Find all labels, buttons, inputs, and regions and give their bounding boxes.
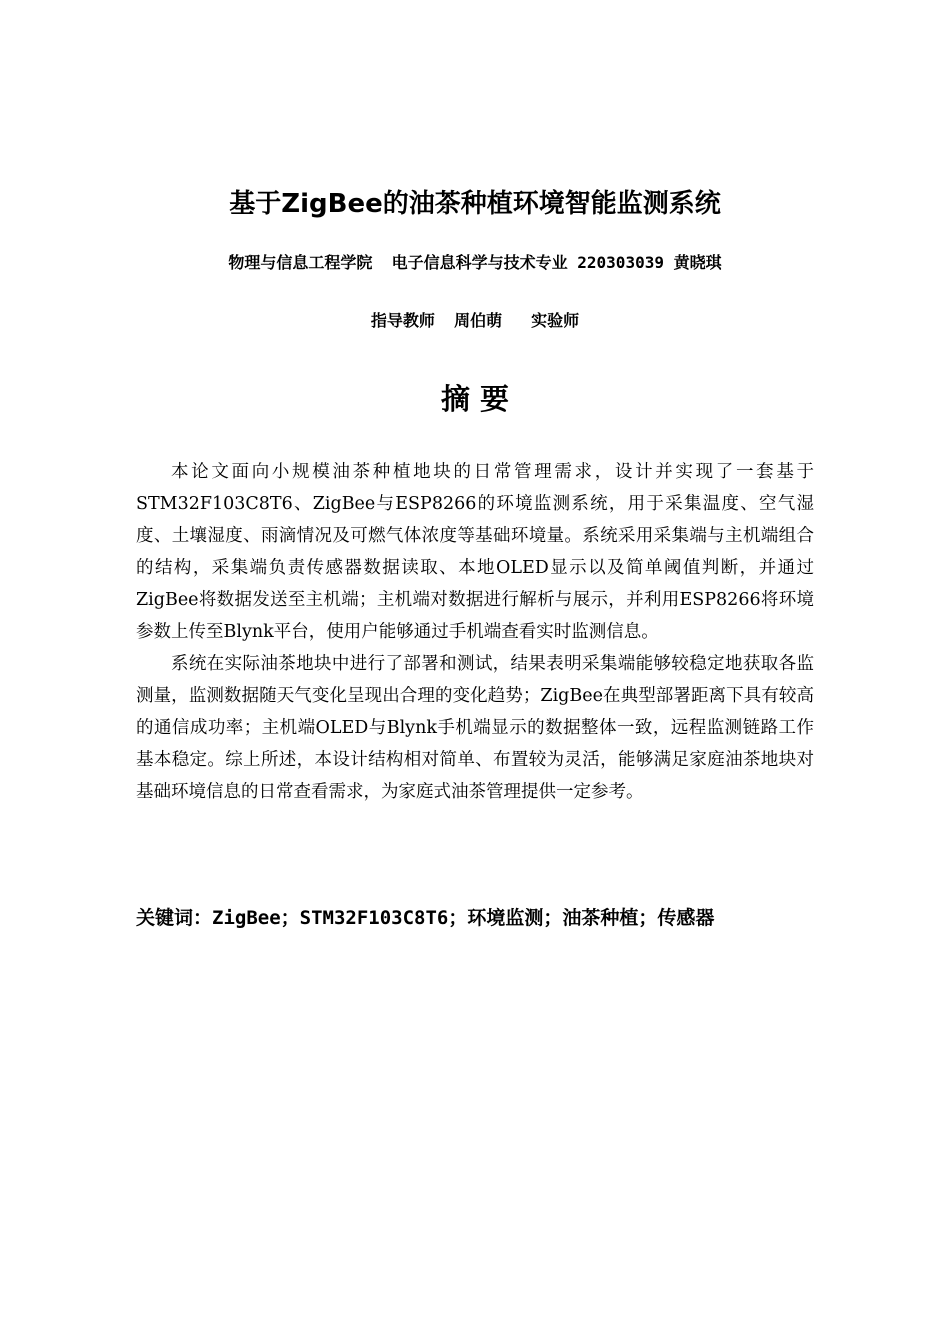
keywords-line: 关键词：ZigBee；STM32F103C8T6；环境监测；油茶种植；传感器 [136,907,715,929]
abstract-heading: 摘要 [440,382,519,416]
advisor-line: 指导教师 周伯萌 实验师 [370,311,580,330]
paper-title: 基于ZigBee的油茶种植环境智能监测系统 [229,189,721,219]
abstract-body [136,456,814,808]
abstract-paragraph: 本论文面向小规模油茶种植地块的日常管理需求，设计并实现了一套基于STM32F103C8T6、ZigBee与ESP8266的环境监测系统，用于采集温度、空气湿度、土壤湿度、雨滴情况及可燃气体浓度等基础环境量。系统采用采集端与主机端组合的结构，采集端负责传感器数据读取、本地OLED显示以及简单阈值判断，并通过ZigBee将数据发送至主机端；主机端对数据进行解析与展示，并利用ESP8266将环境参数上传至Blynk平台，使用户能够通过手机端查看实时监测信息。 [136,462,814,642]
author-line: 物理与信息工程学院 电子信息科学与技术专业 220303039 黄晓琪 [228,253,722,272]
abstract-paragraph: 系统在实际油茶地块中进行了部署和测试，结果表明采集端能够较稳定地获取各监测量，监测数据随天气变化呈现出合理的变化趋势；ZigBee在典型部署距离下具有较高的通信成功率；主机端OLED与Blynk手机端显示的数据整体一致，远程监测链路工作基本稳定。综上所述，本设计结构相对简单、布置较为灵活，能够满足家庭油茶地块对基础环境信息的日常查看需求，为家庭式油茶管理提供一定参考。 [136,654,814,802]
